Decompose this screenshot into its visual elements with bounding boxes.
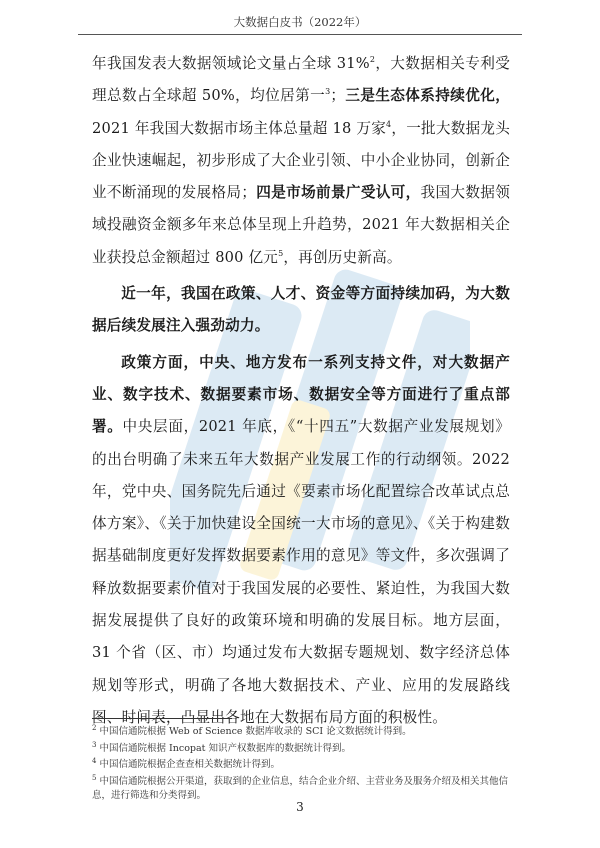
- footnote-ref: 3: [325, 87, 331, 97]
- text-run: 我国大数据领域投融资金额多年来总体呈现上升趋势，2021 年大数据相关企业获投总金额超过 800 亿元: [92, 184, 511, 266]
- footnote-ref: 2: [369, 55, 376, 65]
- footnote: [92, 755, 512, 772]
- text-run: 年我国发表大数据领域论文量占全球 31%: [92, 55, 370, 72]
- page-number: 3: [296, 800, 304, 814]
- footnote-number: 3: [92, 740, 97, 749]
- paragraph-3: [92, 347, 511, 738]
- footnote-divider: [92, 718, 232, 719]
- footnote-number: 4: [92, 757, 97, 766]
- running-header: 大数据白皮书（2022年）: [233, 15, 367, 29]
- footnote-text: 中国信通院根据 Incopat 知识产权数据库的数据统计得到。: [99, 742, 352, 754]
- text-run: ，一批大数据龙头企业快速崛起，初步形成了大企业引领、中小企业协同，创新企业不断涌现的发展格局；: [92, 119, 510, 202]
- paragraph-1: [92, 48, 510, 274]
- bold-lead-sentence: 政策方面，中央、地方发布一系列支持文件，对大数据产业、数字技术、数据要素市场、数据安全等方面进行了重点部署。: [92, 353, 510, 436]
- bold-point-four: 四是市场前景广受认可，: [256, 184, 421, 202]
- text-run: ，大数据相关专利受理总数占全球超 50%，均位居第一: [92, 55, 510, 105]
- text-run: 中央层面，2021 年底，《“十四五”大数据产业发展规划》的出台明确了未来五年大数据产业发展工作的行动纲领。2022 年，党中央、国务院先后通过《要素市场化配置综合改革试点总体方案》、《关于加快建设全国统一大市场的意见》、《关于构建数据基础制度更好发挥数据要素作用的意见》等文件，多次强调了释放数据要素价值对于我国发展的必要性、紧迫性，为我国大数据发展提供了良好的政策环境和明确的发展目标。地方层面，31 个省（区、市）均通过发布大数据专题规划、数字经济总体规划等形式，明确了各地大数据技术、产业、应用的发展路线图、时间表，凸显出各地在大数据布局方面的积极性。: [92, 418, 511, 726]
- footnote-text: 中国信通院根据企查查相关数据统计得到。: [99, 759, 281, 771]
- header-divider: [78, 34, 522, 35]
- footnote-text: 中国信通院根据公开渠道，获取到的企业信息，结合企业介绍、主营业务及服务介绍及相关其他信息，进行筛选和分类得到。: [92, 776, 509, 801]
- footnote-number: 2: [92, 724, 97, 732]
- paragraph-2: [92, 278, 510, 343]
- bold-paragraph: 近一年，我国在政策、人才、资金等方面持续加码，为大数据后续发展注入强劲动力。: [92, 285, 510, 335]
- footnote: [92, 722, 512, 739]
- body-text: [92, 48, 510, 734]
- text-run: ；: [330, 87, 346, 105]
- footnote: [92, 772, 512, 802]
- footnotes: [92, 722, 512, 802]
- footnote-text: 中国信通院根据 Web of Science 数据库收录的 SCI 论文数据统计得到。: [99, 726, 412, 738]
- bold-point-three: 三是生态体系持续优化，: [345, 87, 510, 105]
- text-run: 2021 年我国大数据市场主体总量超 18 万家: [92, 119, 387, 137]
- footnote-ref: 5: [278, 248, 284, 258]
- text-run: ，再创历史新高。: [283, 248, 402, 266]
- footnote-number: 5: [92, 773, 97, 782]
- footnote-ref: 4: [386, 119, 392, 129]
- footnote: [92, 739, 512, 756]
